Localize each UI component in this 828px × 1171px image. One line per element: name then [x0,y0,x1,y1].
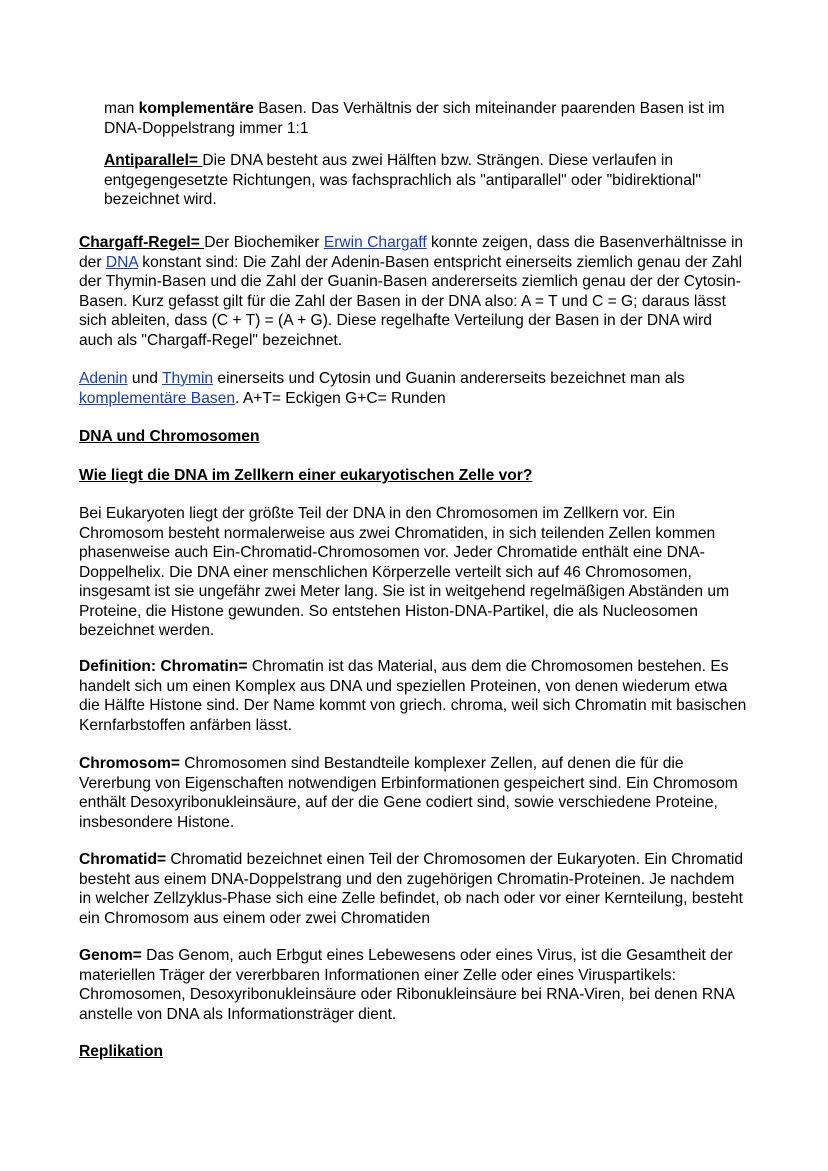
definition-text: Chromatin ist das Material, aus dem die Chromosomen bestehen. Es handelt sich um einen Komplex aus DNA und speziellen Proteinen, von denen wiederum etwa die Hälfte Histone sind. Der Name kommt von griech. chroma, weil sich Chromatin mit basischen Kernfarbstoffen anfärben lässt. [79,658,747,734]
link-thymin[interactable]: Thymin [161,370,214,387]
text-run: man [104,100,139,117]
text-run: . A+T= Eckigen G+C= Runden [235,389,446,407]
term-chromosom: Chromosom= [79,755,185,772]
term-chromatid: Chromatid= [79,851,171,868]
paragraph-chromosom [79,754,749,832]
text-run: und [127,370,162,387]
paragraph-komplementaer [104,99,754,138]
text-run: einerseits und Cytosin und Guanin andererseits bezeichnet man als [213,370,685,387]
text-run: Der Biochemiker [204,234,324,251]
paragraph-antiparallel [104,151,754,210]
definition-text: Die DNA besteht aus zwei Hälften bzw. Strängen. Diese verlaufen in entgegengesetzte Richtungen, was fachsprachlich als "antiparallel" oder "bidirektional" bezeichnet wird. [104,152,701,208]
definition-text: Das Genom, auch Erbgut eines Lebewesens oder eines Virus, ist die Gesamtheit der materiellen Träger der vererbbaren Informationen einer Zelle oder eines Viruspartikels: Chromosomen, Desoxyribonukleinsäure oder Ribonukleinsäure bei RNA-Viren, bei denen RNA anstelle von DNA als Informationsträger dient. [79,947,734,1023]
definition-text: Chromatid bezeichnet einen Teil der Chromosomen der Eukaryoten. Ein Chromatid besteht aus einem DNA-Doppelstrang und den zugehörigen Chromatin-Proteinen. Je nachdem in welcher Zellzyklus-Phase sich eine Zelle befindet, ob nach oder vor einer Kernteilung, besteht ein Chromosom aus einem oder zwei Chromatiden [79,851,744,927]
link-adenin[interactable]: Adenin [79,370,128,387]
paragraph-genom [79,946,749,1024]
paragraph-eukaryoten: Bei Eukaryoten liegt der größte Teil der DNA in den Chromosomen im Zellkern vor. Ein Chromosom besteht normalerweise aus zwei Chromatiden, in sich teilenden Zellen kommen phasenweise auch Ein-Chromatid-Chromosomen vor. Jeder Chromatide enthält eine DNA-Doppelhelix. Die DNA einer menschlichen Körperzelle verteilt sich auf 46 Chromosomen, insgesamt ist sie ungefähr zwei Meter lang. Sie ist in weitgehend regelmäßigen Abständen um Proteine, die Histone gewunden. So entstehen Histon-DNA-Partikel, die als Nucleosomen bezeichnet werden. [79,505,730,639]
paragraph-chargaff [79,233,749,350]
heading-dna-zellkern: Wie liegt die DNA im Zellkern einer eukaryotischen Zelle vor? [79,467,533,484]
heading-replikation: Replikation [79,1043,164,1060]
paragraph-komplementaere-basen [79,369,749,408]
text-run: konnte zeigen, dass die Basenverhältnisse in der [79,234,744,271]
bold-term: komplementäre [138,100,254,117]
term-antiparallel: Antiparallel= [104,152,203,169]
paragraph-chromatid [79,850,749,928]
term-chargaff: Chargaff-Regel= [79,234,205,251]
definition-text: Chromosomen sind Bestandteile komplexer Zellen, auf denen die für die Vererbung von Eigenschaften notwendigen Erbinformationen gespeichert sind. Ein Chromosom enthält Desoxyribonukleinsäure, auf der die Gene codiert sind, sowie verschiedene Proteine, insbesondere Histone. [79,755,738,831]
link-komplementaere-basen[interactable]: komplementäre Basen [79,389,236,407]
text-run: konstant sind: Die Zahl der Adenin-Basen entspricht einerseits ziemlich genau der Zahl der Thymin-Basen und die Zahl der Guanin-Basen andererseits ziemlich genau der der Cytosin-Basen. Kurz gefasst gilt für die Zahl der Basen in der DNA also: A = T und C = G; daraus lässt sich ableiten, dass (C + T) = (A + G). Diese regelhafte Verteilung der Basen in der DNA wird auch als "Chargaff-Regel" bezeichnet. [79,253,743,349]
heading-dna-chromosomen: DNA und Chromosomen [79,428,260,445]
term-chromatin: Definition: Chromatin= [79,658,252,675]
link-dna[interactable]: DNA [105,253,138,271]
link-erwin-chargaff[interactable]: Erwin Chargaff [323,234,427,251]
term-genom: Genom= [79,947,147,964]
paragraph-chromatin [79,657,749,735]
text-run: Basen. Das Verhältnis der sich miteinander paarenden Basen ist im DNA-Doppelstrang immer 1:1 [104,100,725,137]
